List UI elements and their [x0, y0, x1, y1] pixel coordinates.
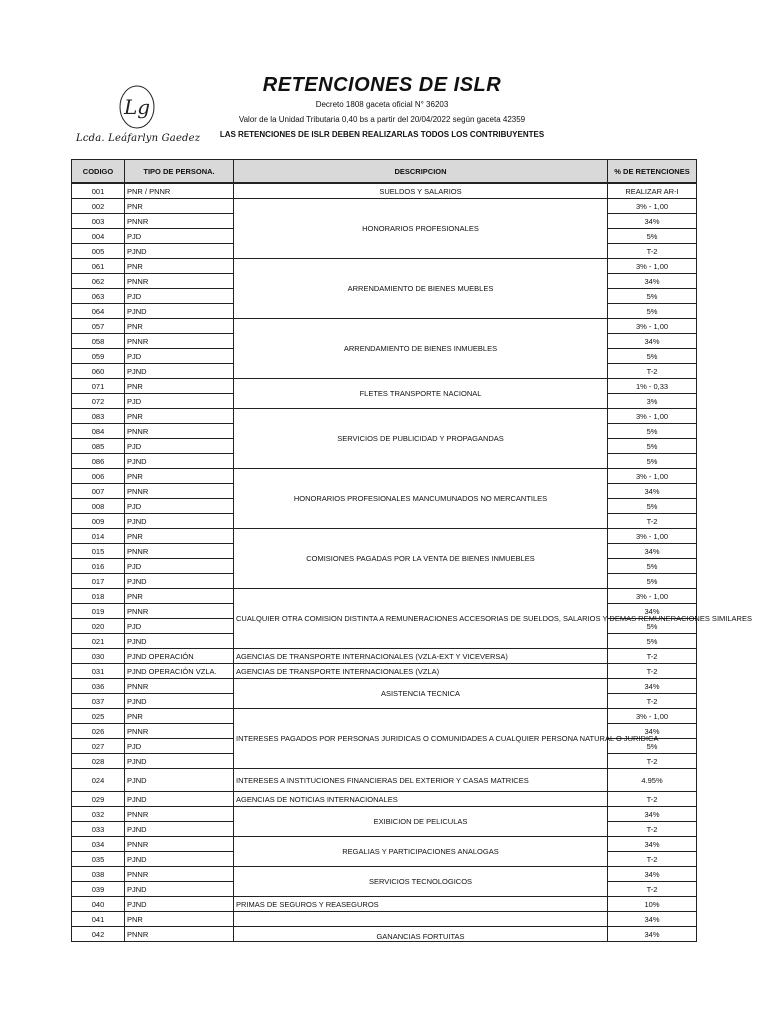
table-row — [72, 807, 697, 822]
persona-cell: PJND — [125, 244, 234, 259]
description-cell: ASISTENCIA TECNICA — [234, 679, 608, 709]
percentage-cell: 34% — [608, 867, 697, 882]
persona-cell: PNNR — [125, 724, 234, 739]
persona-cell: PNNR — [125, 679, 234, 694]
percentage-cell: T-2 — [608, 514, 697, 529]
table-row — [72, 927, 697, 942]
percentage-cell: 5% — [608, 634, 697, 649]
description-cell: AGENCIAS DE TRANSPORTE INTERNACIONALES (VZLA-EXT Y VICEVERSA) — [234, 649, 608, 664]
code-cell: 063 — [72, 289, 125, 304]
persona-cell: PNNR — [125, 214, 234, 229]
description-cell: ARRENDAMIENTO DE BIENES INMUEBLES — [234, 319, 608, 379]
code-cell: 019 — [72, 604, 125, 619]
persona-cell: PJND OPERACIÓN VZLA. — [125, 664, 234, 679]
code-cell: 071 — [72, 379, 125, 394]
percentage-cell: T-2 — [608, 364, 697, 379]
code-cell: 086 — [72, 454, 125, 469]
col-header-retencion: % DE RETENCIONES — [608, 160, 697, 184]
signature: Lcda. Leáfarlyn Gaedez — [76, 133, 201, 144]
code-cell: 057 — [72, 319, 125, 334]
persona-cell: PNR — [125, 409, 234, 424]
persona-cell: PJND — [125, 514, 234, 529]
percentage-cell: 34% — [608, 724, 697, 739]
percentage-cell: 34% — [608, 334, 697, 349]
code-cell: 041 — [72, 912, 125, 927]
percentage-cell: 3% - 1,00 — [608, 319, 697, 334]
persona-cell: PJD — [125, 349, 234, 364]
description-cell: COMISIONES PAGADAS POR LA VENTA DE BIENES INMUEBLES — [234, 529, 608, 589]
description-cell: FLETES TRANSPORTE NACIONAL — [234, 379, 608, 409]
percentage-cell: 5% — [608, 439, 697, 454]
code-cell: 003 — [72, 214, 125, 229]
persona-cell: PNR — [125, 199, 234, 214]
code-cell: 062 — [72, 274, 125, 289]
table-row — [72, 319, 697, 334]
table-row — [72, 664, 697, 679]
percentage-cell: 1% - 0,33 — [608, 379, 697, 394]
percentage-cell: 3% - 1,00 — [608, 199, 697, 214]
page-title: RETENCIONES DE ISLR — [262, 74, 502, 96]
percentage-cell: 3% - 1,00 — [608, 409, 697, 424]
persona-cell: PNR — [125, 469, 234, 484]
percentage-cell: 34% — [608, 484, 697, 499]
percentage-cell: 34% — [608, 807, 697, 822]
percentage-cell: 34% — [608, 927, 697, 942]
code-cell: 032 — [72, 807, 125, 822]
code-cell: 020 — [72, 619, 125, 634]
code-cell: 009 — [72, 514, 125, 529]
code-cell: 015 — [72, 544, 125, 559]
table-row — [72, 469, 697, 484]
persona-cell: PJND — [125, 634, 234, 649]
persona-cell: PNR — [125, 319, 234, 334]
table-row — [72, 259, 697, 274]
code-cell: 027 — [72, 739, 125, 754]
code-cell: 085 — [72, 439, 125, 454]
persona-cell: PNNR — [125, 544, 234, 559]
code-cell: 031 — [72, 664, 125, 679]
description-cell: SERVICIOS DE PUBLICIDAD Y PROPAGANDAS — [234, 409, 608, 469]
code-cell: 033 — [72, 822, 125, 837]
persona-cell: PJND — [125, 754, 234, 769]
description-cell: REGALIAS Y PARTICIPACIONES ANALOGAS — [234, 837, 608, 867]
persona-cell: PNNR — [125, 927, 234, 942]
description-cell: EXIBICION DE PELICULAS — [234, 807, 608, 837]
persona-cell: PNR — [125, 912, 234, 927]
persona-cell: PJND — [125, 574, 234, 589]
code-cell: 002 — [72, 199, 125, 214]
percentage-cell: 34% — [608, 679, 697, 694]
table-row — [72, 199, 697, 214]
table-row — [72, 769, 697, 792]
description-cell: INTERESES PAGADOS POR PERSONAS JURIDICAS O COMUNIDADES A CUALQUIER PERSONA NATURAL O JURIDICA — [234, 709, 608, 769]
table-row — [72, 837, 697, 852]
persona-cell: PNNR — [125, 424, 234, 439]
persona-cell: PNNR — [125, 604, 234, 619]
table-row — [72, 529, 697, 544]
persona-cell: PJD — [125, 394, 234, 409]
code-cell: 064 — [72, 304, 125, 319]
percentage-cell: 4.95% — [608, 769, 697, 792]
code-cell: 025 — [72, 709, 125, 724]
table-row — [72, 379, 697, 394]
persona-cell: PJND — [125, 897, 234, 912]
description-cell: AGENCIAS DE TRANSPORTE INTERNACIONALES (VZLA) — [234, 664, 608, 679]
code-cell: 036 — [72, 679, 125, 694]
percentage-cell: T-2 — [608, 694, 697, 709]
percentage-cell: 5% — [608, 739, 697, 754]
code-cell: 059 — [72, 349, 125, 364]
percentage-cell: 34% — [608, 274, 697, 289]
percentage-cell: 34% — [608, 544, 697, 559]
persona-cell: PJD — [125, 739, 234, 754]
persona-cell: PJND — [125, 852, 234, 867]
persona-cell: PNNR — [125, 867, 234, 882]
description-cell: SERVICIOS TECNOLOGICOS — [234, 867, 608, 897]
description-cell: AGENCIAS DE NOTICIAS INTERNACIONALES — [234, 792, 608, 807]
percentage-cell: 5% — [608, 619, 697, 634]
description-cell: SUELDOS Y SALARIOS — [234, 183, 608, 199]
code-cell: 014 — [72, 529, 125, 544]
code-cell: 001 — [72, 183, 125, 199]
code-cell: 042 — [72, 927, 125, 942]
persona-cell: PJND — [125, 304, 234, 319]
code-cell: 030 — [72, 649, 125, 664]
table-row — [72, 792, 697, 807]
persona-cell: PJND — [125, 364, 234, 379]
code-cell: 028 — [72, 754, 125, 769]
description-cell: PRIMAS DE SEGUROS Y REASEGUROS — [234, 897, 608, 912]
code-cell: 061 — [72, 259, 125, 274]
percentage-cell: T-2 — [608, 792, 697, 807]
decree-line: Decreto 1808 gaceta oficial N° 36203 — [315, 100, 449, 109]
percentage-cell: 5% — [608, 424, 697, 439]
percentage-cell: 34% — [608, 837, 697, 852]
persona-cell: PNNR — [125, 274, 234, 289]
percentage-cell: 5% — [608, 349, 697, 364]
description-cell: HONORARIOS PROFESIONALES MANCUMUNADOS NO MERCANTILES — [234, 469, 608, 529]
description-cell: ARRENDAMIENTO DE BIENES MUEBLES — [234, 259, 608, 319]
percentage-cell: 3% - 1,00 — [608, 709, 697, 724]
percentage-cell: T-2 — [608, 664, 697, 679]
col-header-codigo: CODIGO — [72, 160, 125, 184]
unit-value-line: Valor de la Unidad Tributaria 0,40 bs a partir del 20/04/2022 según gaceta 42359 — [238, 115, 526, 124]
code-cell: 006 — [72, 469, 125, 484]
code-cell: 037 — [72, 694, 125, 709]
persona-cell: PJND — [125, 882, 234, 897]
persona-cell: PNNR — [125, 807, 234, 822]
persona-cell: PJND — [125, 822, 234, 837]
code-cell: 005 — [72, 244, 125, 259]
col-header-descripcion: DESCRIPCION — [234, 160, 608, 184]
code-cell: 034 — [72, 837, 125, 852]
percentage-cell: 5% — [608, 304, 697, 319]
code-cell: 021 — [72, 634, 125, 649]
code-cell: 016 — [72, 559, 125, 574]
percentage-cell: 3% — [608, 394, 697, 409]
percentage-cell: 34% — [608, 214, 697, 229]
description-cell: CUALQUIER OTRA COMISION DISTINTA A REMUNERACIONES ACCESORIAS DE SUELDOS, SALARIOS Y DEMAS REMUNERACIONES SIMILARES — [234, 589, 608, 649]
table-row — [72, 897, 697, 912]
persona-cell: PNR — [125, 529, 234, 544]
percentage-cell: 3% - 1,00 — [608, 259, 697, 274]
percentage-cell: T-2 — [608, 822, 697, 837]
percentage-cell: 5% — [608, 229, 697, 244]
description-cell — [234, 912, 608, 927]
logo-mark: Lg — [123, 95, 151, 119]
table-row — [72, 709, 697, 724]
description-cell: GANANCIAS FORTUITAS — [234, 927, 608, 942]
persona-cell: PJD — [125, 559, 234, 574]
description-cell: INTERESES A INSTITUCIONES FINANCIERAS DEL EXTERIOR Y CASAS MATRICES — [234, 769, 608, 792]
table-row — [72, 183, 697, 199]
percentage-cell: 5% — [608, 499, 697, 514]
col-header-tipo: TIPO DE PERSONA. — [125, 160, 234, 184]
persona-cell: PNNR — [125, 334, 234, 349]
notice-line: LAS RETENCIONES DE ISLR DEBEN REALIZARLAS TODOS LOS CONTRIBUYENTES — [219, 130, 545, 139]
percentage-cell: T-2 — [608, 244, 697, 259]
code-cell: 035 — [72, 852, 125, 867]
code-cell: 039 — [72, 882, 125, 897]
percentage-cell: REALIZAR AR-I — [608, 183, 697, 199]
table-row — [72, 409, 697, 424]
percentage-cell: 34% — [608, 912, 697, 927]
persona-cell: PJD — [125, 439, 234, 454]
code-cell: 018 — [72, 589, 125, 604]
percentage-cell: 5% — [608, 574, 697, 589]
percentage-cell: T-2 — [608, 754, 697, 769]
persona-cell: PNR — [125, 379, 234, 394]
code-cell: 060 — [72, 364, 125, 379]
code-cell: 008 — [72, 499, 125, 514]
percentage-cell: 3% - 1,00 — [608, 529, 697, 544]
code-cell: 040 — [72, 897, 125, 912]
persona-cell: PJD — [125, 229, 234, 244]
percentage-cell: 10% — [608, 897, 697, 912]
table-header-row — [72, 160, 697, 184]
persona-cell: PJND — [125, 769, 234, 792]
logo-monogram-icon — [108, 82, 166, 132]
percentage-cell: 5% — [608, 289, 697, 304]
percentage-cell: 34% — [608, 604, 697, 619]
persona-cell: PNNR — [125, 484, 234, 499]
persona-cell: PNR / PNNR — [125, 183, 234, 199]
persona-cell: PJND — [125, 694, 234, 709]
percentage-cell: T-2 — [608, 649, 697, 664]
persona-cell: PNR — [125, 589, 234, 604]
code-cell: 004 — [72, 229, 125, 244]
persona-cell: PNNR — [125, 837, 234, 852]
page-bottom-margin — [0, 946, 768, 1024]
percentage-cell: 5% — [608, 454, 697, 469]
table-row — [72, 589, 697, 604]
table-row — [72, 679, 697, 694]
code-cell: 026 — [72, 724, 125, 739]
percentage-cell: 3% - 1,00 — [608, 589, 697, 604]
percentage-cell: T-2 — [608, 852, 697, 867]
persona-cell: PJND — [125, 454, 234, 469]
percentage-cell: T-2 — [608, 882, 697, 897]
code-cell: 007 — [72, 484, 125, 499]
percentage-cell: 3% - 1,00 — [608, 469, 697, 484]
code-cell: 017 — [72, 574, 125, 589]
code-cell: 024 — [72, 769, 125, 792]
table-row — [72, 649, 697, 664]
retention-table — [71, 159, 752, 942]
code-cell: 072 — [72, 394, 125, 409]
code-cell: 083 — [72, 409, 125, 424]
table-row — [72, 912, 697, 927]
code-cell: 038 — [72, 867, 125, 882]
code-cell: 084 — [72, 424, 125, 439]
description-cell: HONORARIOS PROFESIONALES — [234, 199, 608, 259]
persona-cell: PJND OPERACIÓN — [125, 649, 234, 664]
persona-cell: PNR — [125, 259, 234, 274]
persona-cell: PJND — [125, 792, 234, 807]
persona-cell: PJD — [125, 619, 234, 634]
code-cell: 029 — [72, 792, 125, 807]
persona-cell: PNR — [125, 709, 234, 724]
code-cell: 058 — [72, 334, 125, 349]
persona-cell: PJD — [125, 499, 234, 514]
table-row — [72, 867, 697, 882]
percentage-cell: 5% — [608, 559, 697, 574]
persona-cell: PJD — [125, 289, 234, 304]
